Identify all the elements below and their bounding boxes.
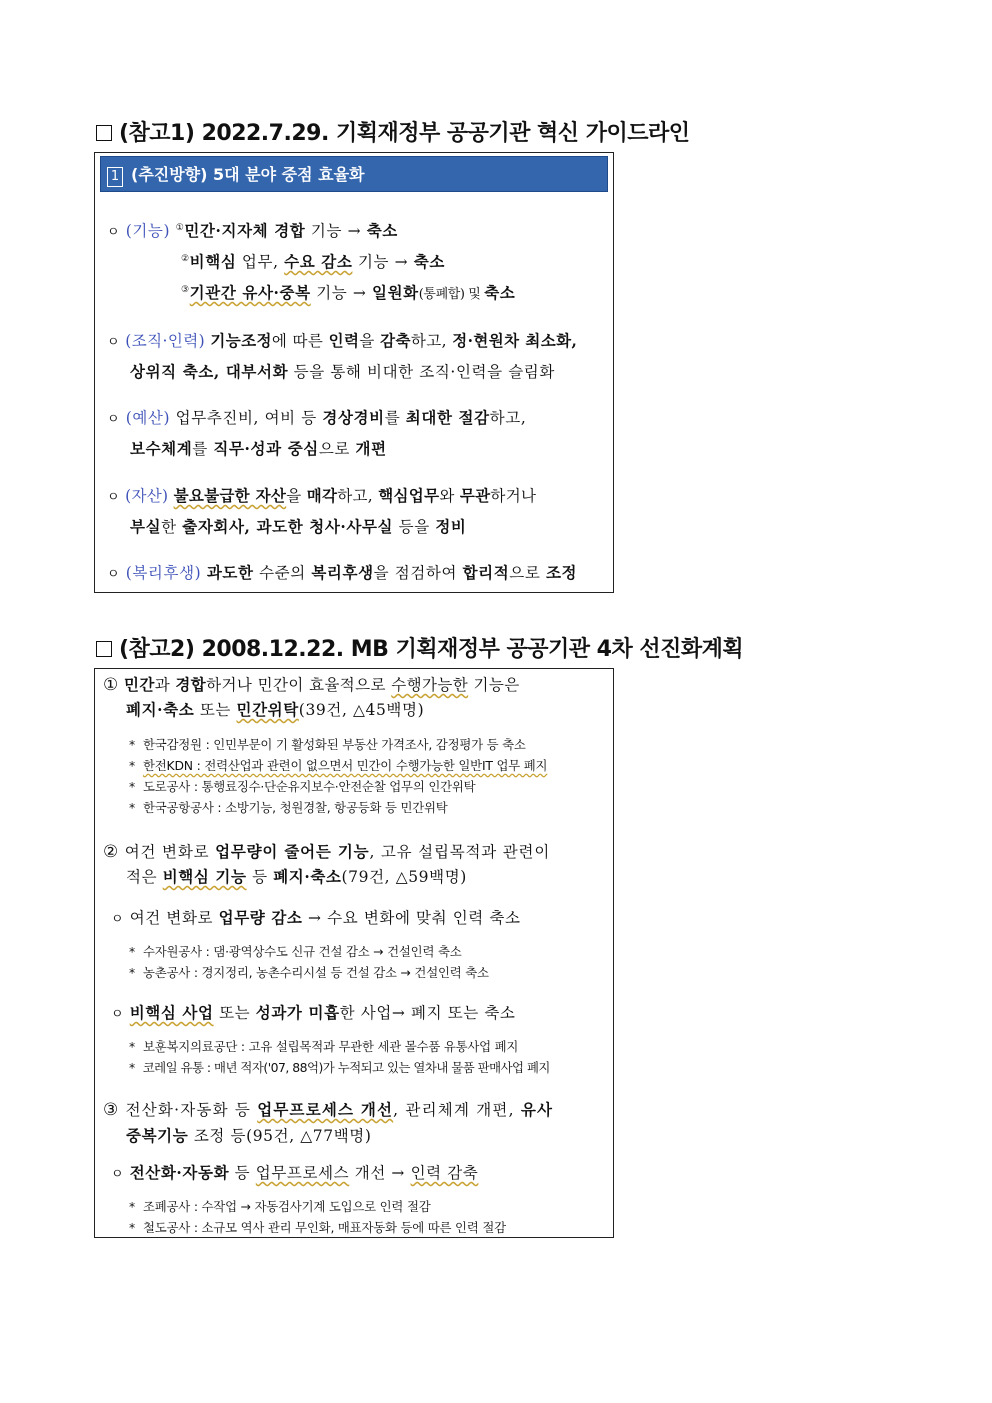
- budget-line-1: ㅇ (예산) 업무추진비, 여비 등 경상경비를 최대한 절감하고,: [107, 408, 527, 427]
- s3-line-1: ③ 전산화·자동화 등 업무프로세스 개선, 관리체계 개편, 유사: [103, 1100, 554, 1120]
- s2-line-2: 적은 비핵심 기능 등 폐지·축소(79건, △59백명): [126, 867, 467, 886]
- banner-number: 1: [107, 167, 123, 187]
- s1-note-3: * 도로공사 : 통행료징수·단순유지보수·안전순찰 업무의 인간위탁: [129, 779, 476, 794]
- func-line-3: ③기관간 유사·중복 기능 → 일원화(통폐합) 및 축소: [181, 283, 516, 302]
- checkbox-square-icon: [96, 125, 112, 141]
- s1-note-4: * 한국공항공사 : 소방기능, 청원경찰, 항공등화 등 민간위탁: [129, 800, 448, 815]
- s2b-note-2: * 코레일 유통 : 매년 적자('07, 88억)가 누적되고 있는 열차내 물품 판매사업 폐지: [129, 1060, 550, 1075]
- asset-line-2: 부실한 출자회사, 과도한 청사·사무실 등을 정비: [130, 517, 467, 536]
- s3-line-2: 중복기능 조정 등(95건, △77백명): [126, 1126, 372, 1145]
- banner-text: (추진방향) 5대 분야 중점 효율화: [131, 165, 365, 184]
- s2-line-1: ② 여건 변화로 업무량이 줄어든 기능, 고유 설립목적과 관련이: [103, 842, 551, 862]
- func-line-2: ②비핵심 업무, 수요 감소 기능 → 축소: [181, 252, 445, 271]
- s2a-note-2: * 농촌공사 : 경지정리, 농촌수리시설 등 건설 감소 → 건설인력 축소: [129, 965, 489, 980]
- s1-line-1: ① 민간과 경합하거나 민간이 효율적으로 수행가능한 기능은: [103, 675, 520, 695]
- org-line-2: 상위직 축소, 대부서화 등을 통해 비대한 조직·인력을 슬림화: [130, 362, 555, 381]
- s2b-line: ㅇ 비핵심 사업 또는 성과가 미흡한 사업→ 폐지 또는 축소: [111, 1003, 516, 1022]
- s2a-line: ㅇ 여건 변화로 업무량 감소 → 수요 변화에 맞춰 인력 축소: [111, 908, 521, 927]
- ref1-heading-text: (참고1) 2022.7.29. 기획재정부 공공기관 혁신 가이드라인: [119, 121, 690, 146]
- ref1-frame: [94, 152, 614, 593]
- welfare-line-1: ㅇ (복리후생) 과도한 수준의 복리후생을 점검하여 합리적으로 조정: [107, 563, 578, 582]
- ref2-heading: [96, 632, 743, 663]
- s3a-line: ㅇ 전산화·자동화 등 업무프로세스 개선 → 인력 감축: [111, 1163, 479, 1182]
- s3a-note-2: * 철도공사 : 소규모 역사 관리 무인화, 매표자동화 등에 따른 인력 절감: [129, 1220, 506, 1235]
- s3a-note-1: * 조폐공사 : 수작업 → 자동검사기계 도입으로 인력 절감: [129, 1199, 431, 1214]
- ref2-heading-text: (참고2) 2008.12.22. MB 기획재정부 공공기관 4차 선진화계획: [119, 637, 744, 662]
- ref1-heading: [96, 116, 689, 147]
- s1-line-2: 폐지·축소 또는 민간위탁(39건, △45백명): [126, 700, 425, 719]
- budget-line-2: 보수체계를 직무·성과 중심으로 개편: [130, 439, 387, 458]
- s1-note-1: * 한국감정원 : 인민부문이 기 활성화된 부동산 가격조사, 감정평가 등 축소: [129, 737, 526, 752]
- func-line-1: ㅇ (기능) ①민간·지자체 경합 기능 → 축소: [107, 221, 398, 240]
- org-line-1: ㅇ (조직·인력) 기능조정에 따른 인력을 감축하고, 정·현원차 최소화,: [107, 331, 578, 350]
- ref1-banner: [100, 156, 608, 192]
- checkbox-square-icon: [96, 641, 112, 657]
- s2b-note-1: * 보훈복지의료공단 : 고유 설립목적과 무관한 세관 몰수품 유통사업 폐지: [129, 1039, 519, 1054]
- asset-line-1: ㅇ (자산) 불요불급한 자산을 매각하고, 핵심업무와 무관하거나: [107, 486, 537, 505]
- s2a-note-1: * 수자원공사 : 댐·광역상수도 신규 건설 감소 → 건설인력 축소: [129, 944, 462, 959]
- s1-note-2: * 한전KDN : 전력산업과 관련이 없으면서 민간이 수행가능한 일반IT 업무 폐지: [129, 758, 548, 773]
- ref2-frame: [94, 668, 614, 1238]
